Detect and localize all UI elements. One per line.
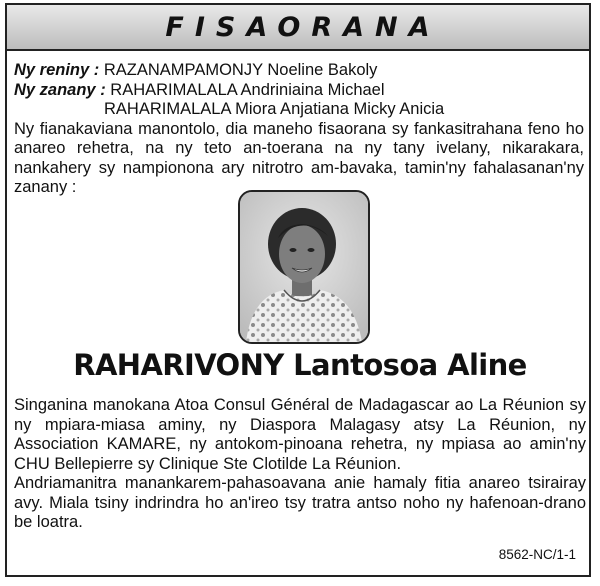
intro-paragraph: Ny fianakaviana manontolo, dia maneho fisaorana sy fankasitrahana feno ho anareo rehetra, na ny teto an-toerana na ny tany ivelany, nikarakara, nankahery sy nampionona ary nitrotro am-bavaka, tamin'ny fahalasanan'ny zanany : — [14, 119, 584, 196]
notice-title: FISAORANA — [165, 11, 441, 43]
reference-code: 8562-NC/1-1 — [498, 547, 576, 562]
portrait-image — [240, 192, 368, 342]
thanks-section — [14, 396, 586, 533]
thanks-paragraph: Singanina manokana Atoa Consul Général de Madagascar ao La Réunion sy ny mpiara-miasa aminy, ny Diaspora Malagasy atsy La Réunion, ny Association KAMARE, ny antokom-pinoana rehetra, ny mpiasa ao amin'ny CHU Bellepierre sy Clinique Ste Clotilde La Réunion. — [14, 396, 586, 473]
child-name: RAHARIMALALA Andriniaina Michael — [110, 80, 385, 99]
mother-label: Ny reniny : — [14, 61, 100, 79]
child-name: RAHARIMALALA Miora Anjatiana Micky Anicia — [104, 100, 445, 118]
deceased-photo — [238, 190, 370, 344]
closing-paragraph: Andriamanitra manankarem-pahasoavana anie hamaly fitia anareo tsirairay avy. Miala tsiny indrindra ho an'ireo tsy tratra antso noho ny hafenoan-drano be loatra. — [14, 474, 586, 531]
mother-line — [14, 61, 584, 81]
deceased-name: RAHARIVONY Lantosoa Aline — [73, 348, 527, 382]
header-banner — [7, 5, 589, 51]
family-section — [14, 61, 584, 198]
children-label: Ny zanany : — [14, 80, 106, 99]
children-line — [14, 81, 584, 101]
child-name-row — [14, 100, 584, 120]
mother-name: RAZANAMPAMONJY Noeline Bakoly — [103, 61, 378, 79]
